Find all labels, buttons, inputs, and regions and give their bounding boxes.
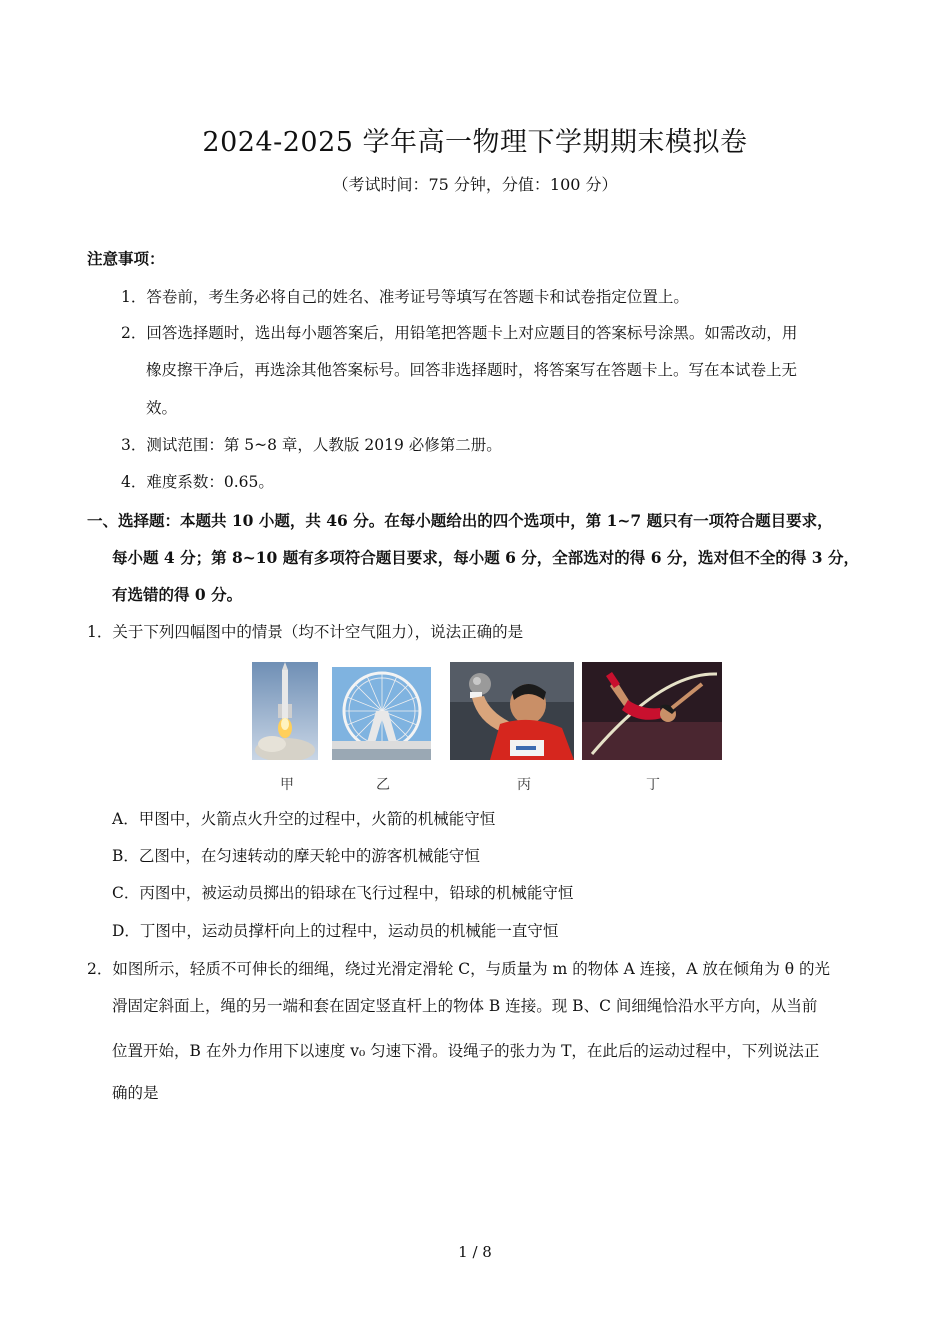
section-heading-line-2: 每小题 4 分；第 8~10 题有多项符合题目要求，每小题 6 分，全部选对的得 6 分，选对但不全的得 3 分， — [112, 548, 859, 567]
pole-vault-photo — [582, 662, 722, 760]
q1-option-a: A．甲图中，火箭点火升空的过程中，火箭的机械能守恒 — [112, 810, 496, 828]
q1-option-d: D．丁图中，运动员撑杆向上的过程中，运动员的机械能一直守恒 — [112, 922, 559, 940]
note-item-2-cont: 橡皮擦干净后，再选涂其他答案标号。回答非选择题时，将答案写在答题卡上。写在本试卷上无 — [146, 361, 798, 379]
section-heading-line-3: 有选错的得 0 分。 — [112, 585, 243, 604]
q1-option-b: B．乙图中，在匀速转动的摩天轮中的游客机械能守恒 — [112, 847, 480, 865]
caption-yi: 乙 — [376, 777, 390, 793]
question-2-stem: 2．如图所示，轻质不可伸长的细绳，绕过光滑定滑轮 C，与质量为 m 的物体 A 连接，A 放在倾角为 θ 的光 — [87, 960, 831, 978]
section-heading: 一、选择题：本题共 10 小题，共 46 分。在每小题给出的四个选项中，第 1~7 题只有一项符合题目要求， — [87, 511, 833, 530]
note-item-4: 4．难度系数：0.65。 — [121, 473, 274, 491]
question-2-line-3: 位置开始，B 在外力作用下以速度 v₀ 匀速下滑。设绳子的张力为 T，在此后的运动过程中，下列说法正 — [112, 1042, 820, 1060]
rocket-photo — [252, 662, 318, 760]
question-2-line-4: 确的是 — [112, 1084, 159, 1102]
note-item-3: 3．测试范围：第 5~8 章，人教版 2019 必修第二册。 — [121, 436, 502, 454]
caption-jia: 甲 — [280, 777, 294, 793]
question-1-stem: 1．关于下列四幅图中的情景（均不计空气阻力），说法正确的是 — [87, 623, 524, 641]
ferris-wheel-photo — [332, 667, 431, 760]
note-item-1: 1．答卷前，考生务必将自己的姓名、准考证号等填写在答题卡和试卷指定位置上。 — [121, 288, 689, 306]
page-number: 1 / 8 — [458, 1243, 492, 1261]
question-2-line-2: 滑固定斜面上，绳的另一端和套在固定竖直杆上的物体 B 连接。现 B、C 间细绳恰沿水平方向，从当前 — [112, 997, 818, 1015]
notes-heading: 注意事项： — [87, 249, 165, 268]
exam-info: （考试时间：75 分钟，分值：100 分） — [332, 175, 618, 194]
caption-ding: 丁 — [646, 777, 660, 793]
q1-option-c: C．丙图中，被运动员掷出的铅球在飞行过程中，铅球的机械能守恒 — [112, 884, 574, 902]
shot-put-photo — [450, 662, 574, 760]
note-item-2-end: 效。 — [146, 399, 178, 417]
page-title: 2024-2025 学年高一物理下学期期末模拟卷 — [202, 127, 748, 158]
caption-bing: 丙 — [517, 777, 531, 793]
note-item-2: 2．回答选择题时，选出每小题答案后，用铅笔把答题卡上对应题目的答案标号涂黑。如需改动，用 — [121, 324, 798, 342]
